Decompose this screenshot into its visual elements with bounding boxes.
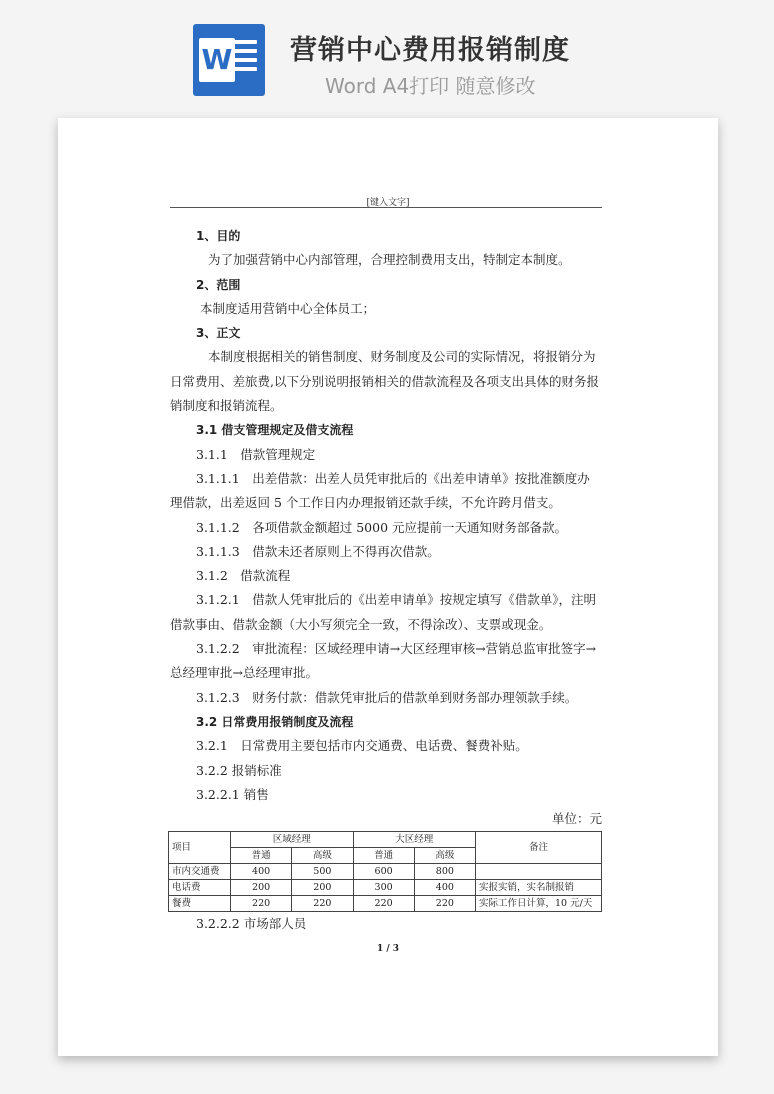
cell-item: 餐费 <box>169 896 231 912</box>
section-body-purpose: 为了加强营销中心内部管理，合理控制费用支出，特制定本制度。 <box>208 252 571 268</box>
clause-3-1-2-2: 3.1.2.2 审批流程：区域经理申请→大区经理审核→营销总监审批签字→总经理审批→总经理审批。 <box>170 641 597 681</box>
cell-value: 220 <box>231 896 292 912</box>
clause-3-2-1: 3.2.1 日常费用主要包括市内交通费、电话费、餐费补贴。 <box>196 738 528 754</box>
table-row <box>169 864 602 880</box>
col-district: 大区经理 <box>353 832 476 848</box>
lines-decoration <box>233 40 257 80</box>
banner-title: 营销中心费用报销制度 <box>290 35 570 66</box>
logo-letter: W <box>201 43 233 76</box>
cell-value: 600 <box>353 864 414 880</box>
section-body-main: 本制度根据相关的销售制度、财务制度及公司的实际情况，将报销分为日常费用、差旅费,以下分别说明报销相关的借款流程及各项支出具体的财务报销制度和报销流程。 <box>170 349 599 414</box>
sub-normal: 普通 <box>353 848 414 864</box>
header-rule <box>170 207 602 208</box>
cell-value: 200 <box>292 880 353 896</box>
clause-3-2-2: 3.2.2 报销标准 <box>196 762 282 778</box>
clause-3-2-2-2: 3.2.2.2 市场部人员 <box>196 916 307 932</box>
cell-item: 电话费 <box>169 880 231 896</box>
document-body <box>170 224 602 937</box>
clause-3-1-1-2: 3.1.1.2 各项借款金额超过 5000 元应提前一天通知财务部备款。 <box>196 519 567 535</box>
word-icon <box>193 24 265 96</box>
cell-note <box>476 864 602 880</box>
cell-value: 400 <box>414 880 475 896</box>
section-title-3-2: 3.2 日常费用报销制度及流程 <box>196 714 354 729</box>
clause-3-2-2-1: 3.2.2.1 销售 <box>196 786 269 802</box>
unit-label: 单位：元 <box>551 811 602 827</box>
cell-note: 实报实销，实名制报销 <box>476 880 602 896</box>
col-note: 备注 <box>476 832 602 864</box>
page-number: 1 / 3 <box>376 944 400 954</box>
cell-value: 800 <box>414 864 475 880</box>
sub-senior: 高级 <box>414 848 475 864</box>
cell-value: 200 <box>231 880 292 896</box>
cell-value: 220 <box>414 896 475 912</box>
cell-item: 市内交通费 <box>169 864 231 880</box>
sub-senior: 高级 <box>292 848 353 864</box>
clause-3-1-2-3: 3.1.2.3 财务付款：借款凭审批后的借款单到财务部办理领款手续。 <box>196 689 578 705</box>
sub-normal: 普通 <box>231 848 292 864</box>
clause-3-1-1: 3.1.1 借款管理规定 <box>196 446 316 462</box>
col-regional: 区域经理 <box>231 832 354 848</box>
cell-note: 实际工作日计算，10 元/天 <box>476 896 602 912</box>
col-item: 项目 <box>169 832 231 864</box>
page-header: [键入文字] <box>366 198 410 208</box>
cell-value: 500 <box>292 864 353 880</box>
cell-value: 300 <box>353 880 414 896</box>
table-header-row <box>169 832 602 848</box>
clause-3-1-2-1: 3.1.2.1 借款人凭审批后的《出差申请单》按规定填写《借款单》，注明借款事由、借款金额（大小写须完全一致，不得涂改）、支票或现金。 <box>170 592 596 632</box>
cell-value: 220 <box>292 896 353 912</box>
cell-value: 220 <box>353 896 414 912</box>
fee-standard-table <box>168 831 602 912</box>
section-title-purpose: 1、目的 <box>196 229 241 243</box>
section-title-3-1: 3.1 借支管理规定及借支流程 <box>196 423 354 438</box>
clause-3-1-1-3: 3.1.1.3 借款未还者原则上不得再次借款。 <box>196 543 440 559</box>
clause-3-1-2: 3.1.2 借款流程 <box>196 568 291 584</box>
banner <box>0 0 774 118</box>
banner-subtitle: Word A4打印 随意修改 <box>325 74 536 98</box>
clause-3-1-1-1: 3.1.1.1 出差借款：出差人员凭审批后的《出差申请单》按批准额度办理借款，出差返回 5 个工作日内办理报销还款手续，不允许跨月借支。 <box>170 470 590 511</box>
section-title-main: 3、正文 <box>196 326 241 341</box>
section-body-scope: 本制度适用营销中心全体员工； <box>200 300 376 316</box>
table-row <box>169 896 602 912</box>
document-page <box>58 118 718 1056</box>
table-row <box>169 880 602 896</box>
section-title-scope: 2、范围 <box>196 277 241 292</box>
cell-value: 400 <box>231 864 292 880</box>
